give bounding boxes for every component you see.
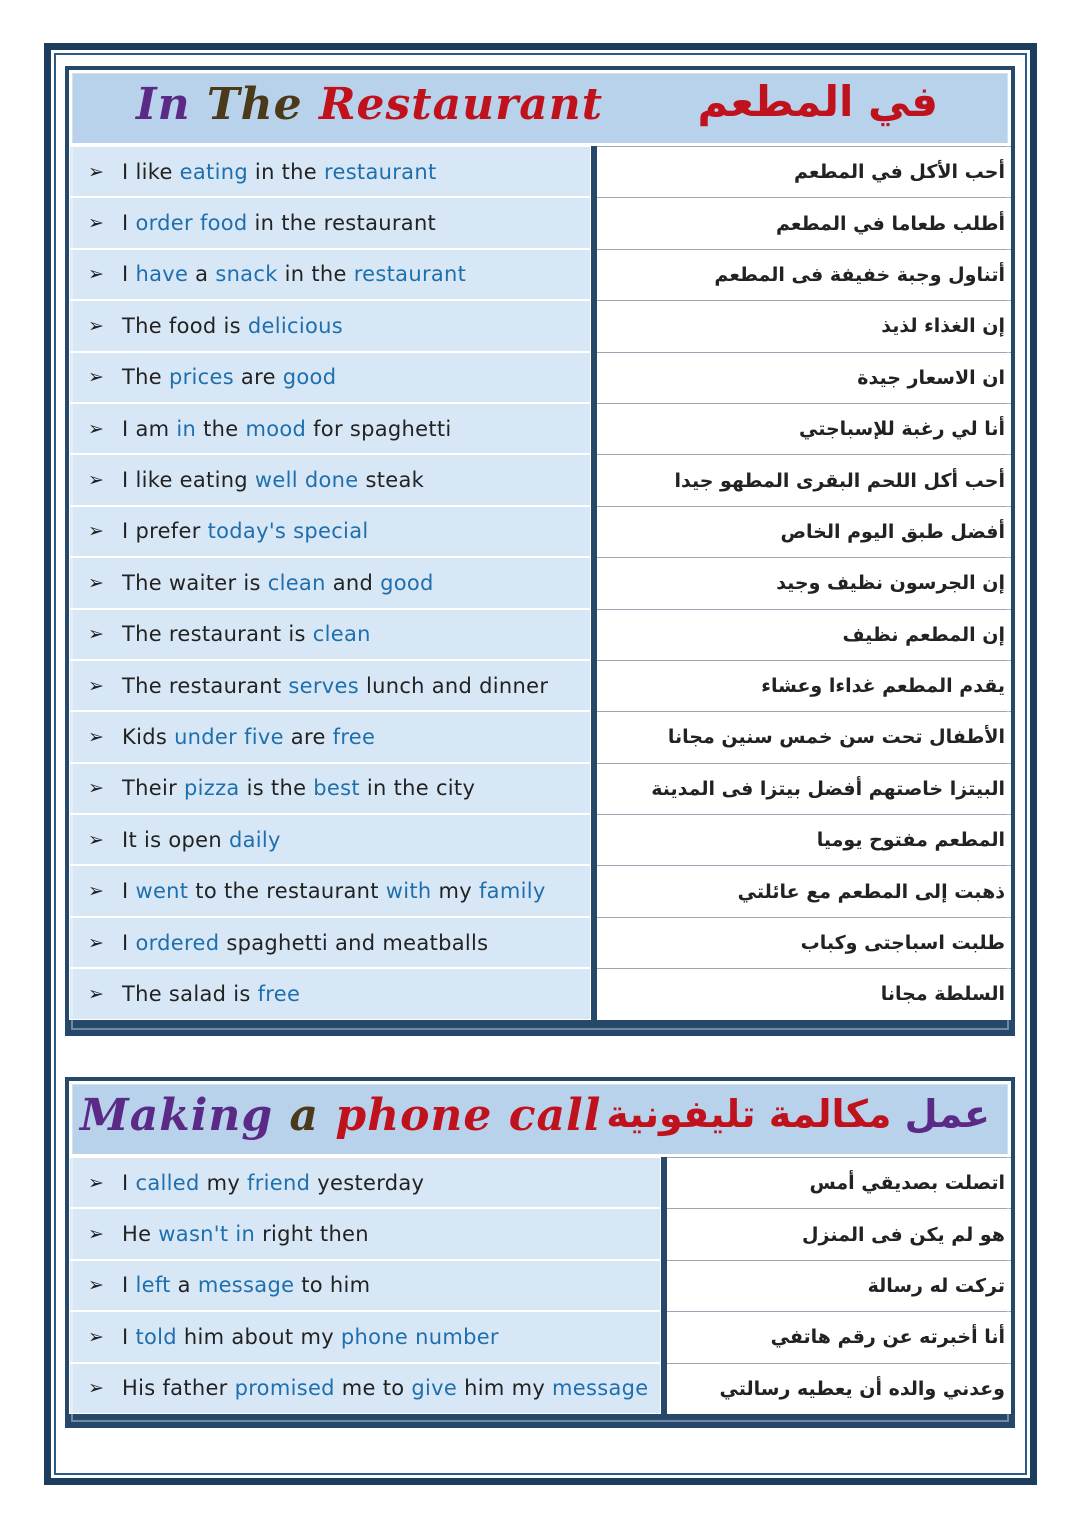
restaurant-row (69, 249, 1011, 300)
restaurant-row (69, 197, 1011, 248)
restaurant-english-text: I like eating in the restaurant (122, 159, 437, 184)
phone-row (69, 1260, 1011, 1311)
restaurant-english-text: I prefer today's special (122, 519, 369, 544)
restaurant-arabic-cell: المطعم مفتوح يوميا (597, 814, 1011, 865)
restaurant-row (69, 660, 1011, 711)
restaurant-english-cell (69, 814, 591, 865)
restaurant-english-text: I ordered spaghetti and meatballs (122, 930, 489, 955)
phone-english-cell (69, 1363, 661, 1414)
phone-title-part: phone call (335, 1090, 602, 1141)
restaurant-title-part: Restaurant (318, 79, 604, 130)
restaurant-english-cell (69, 506, 591, 557)
arrow-bullet-icon: ➢ (88, 314, 104, 337)
restaurant-row (69, 763, 1011, 814)
arrow-bullet-icon: ➢ (88, 982, 104, 1005)
restaurant-arabic-cell: طلبت اسباجتى وكباب (597, 917, 1011, 968)
restaurant-english-cell (69, 660, 591, 711)
phone-english-cell (69, 1260, 661, 1311)
phone-phrase-list (69, 1157, 1011, 1414)
restaurant-row (69, 917, 1011, 968)
restaurant-title-english (136, 79, 603, 130)
restaurant-arabic-cell: يقدم المطعم غداءا وعشاء (597, 660, 1011, 711)
restaurant-arabic-cell: أطلب طعاما في المطعم (597, 197, 1011, 248)
restaurant-row (69, 146, 1011, 197)
restaurant-arabic-cell: السلطة مجانا (597, 968, 1011, 1019)
restaurant-title-arabic: في المطعم (697, 77, 938, 126)
phone-arabic-title-part: مكالمة تليفونية (606, 1092, 892, 1136)
arrow-bullet-icon: ➢ (88, 1274, 104, 1297)
phone-arabic-cell: اتصلت بصديقي أمس (667, 1157, 1011, 1208)
phone-title-bar (69, 1081, 1011, 1157)
restaurant-english-cell (69, 968, 591, 1019)
arrow-bullet-icon: ➢ (88, 777, 104, 800)
restaurant-arabic-cell: أحب أكل اللحم البقرى المطهو جيدا (597, 454, 1011, 505)
arrow-bullet-icon: ➢ (88, 1223, 104, 1246)
restaurant-english-text: I order food in the restaurant (122, 211, 437, 236)
restaurant-arabic-cell: ذهبت إلى المطعم مع عائلتي (597, 865, 1011, 916)
restaurant-english-cell (69, 249, 591, 300)
arrow-bullet-icon: ➢ (88, 880, 104, 903)
arrow-bullet-icon: ➢ (88, 1325, 104, 1348)
phone-english-text: His father promised me to give him my message (122, 1376, 649, 1401)
phone-arabic-cell: هو لم يكن فى المنزل (667, 1208, 1011, 1259)
restaurant-row (69, 506, 1011, 557)
arrow-bullet-icon: ➢ (88, 160, 104, 183)
restaurant-title-part: The (206, 79, 319, 130)
phone-english-text: I called my friend yesterday (122, 1170, 425, 1195)
phone-call-section (65, 1077, 1015, 1428)
restaurant-row (69, 557, 1011, 608)
restaurant-english-cell (69, 454, 591, 505)
arrow-bullet-icon: ➢ (88, 366, 104, 389)
restaurant-arabic-cell: ان الاسعار جيدة (597, 352, 1011, 403)
restaurant-arabic-cell: أنا لي رغبة للإسباجتي (597, 403, 1011, 454)
phone-row (69, 1157, 1011, 1208)
arrow-bullet-icon: ➢ (88, 1377, 104, 1400)
arrow-bullet-icon: ➢ (88, 623, 104, 646)
phone-arabic-title-part: عمل (891, 1092, 990, 1136)
phone-row (69, 1311, 1011, 1362)
restaurant-arabic-cell: أفضل طبق اليوم الخاص (597, 506, 1011, 557)
arrow-bullet-icon: ➢ (88, 1171, 104, 1194)
phone-english-text: He wasn't in right then (122, 1222, 369, 1247)
phone-arabic-cell: أنا أخبرته عن رقم هاتفي (667, 1311, 1011, 1362)
arrow-bullet-icon: ➢ (88, 263, 104, 286)
phone-title-english (80, 1090, 601, 1141)
restaurant-arabic-cell: إن الغذاء لذيذ (597, 300, 1011, 351)
restaurant-english-cell (69, 197, 591, 248)
arrow-bullet-icon: ➢ (88, 417, 104, 440)
restaurant-row (69, 814, 1011, 865)
restaurant-arabic-cell: البيتزا خاصتهم أفضل بيتزا فى المدينة (597, 763, 1011, 814)
restaurant-english-text: I went to the restaurant with my family (122, 879, 546, 904)
phone-arabic-cell: وعدني والده أن يعطيه رسالتي (667, 1363, 1011, 1414)
restaurant-row (69, 968, 1011, 1019)
restaurant-row (69, 865, 1011, 916)
restaurant-english-text: The restaurant is clean (122, 622, 371, 647)
restaurant-english-text: I have a snack in the restaurant (122, 262, 467, 287)
restaurant-english-cell (69, 300, 591, 351)
phone-english-text: I left a message to him (122, 1273, 371, 1298)
restaurant-english-text: I like eating well done steak (122, 468, 425, 493)
restaurant-english-cell (69, 352, 591, 403)
restaurant-row (69, 609, 1011, 660)
restaurant-row (69, 711, 1011, 762)
phone-row (69, 1363, 1011, 1414)
restaurant-row (69, 403, 1011, 454)
restaurant-english-cell (69, 609, 591, 660)
restaurant-section (65, 66, 1015, 1036)
restaurant-english-cell (69, 711, 591, 762)
phone-english-cell (69, 1157, 661, 1208)
phone-arabic-cell: تركت له رسالة (667, 1260, 1011, 1311)
restaurant-row (69, 352, 1011, 403)
restaurant-english-cell (69, 865, 591, 916)
restaurant-title-part: In (136, 79, 207, 130)
restaurant-row (69, 300, 1011, 351)
restaurant-title-bar (69, 70, 1011, 146)
restaurant-english-cell (69, 557, 591, 608)
phone-row (69, 1208, 1011, 1259)
restaurant-english-cell (69, 403, 591, 454)
arrow-bullet-icon: ➢ (88, 469, 104, 492)
restaurant-arabic-cell: إن المطعم نظيف (597, 609, 1011, 660)
phone-english-cell (69, 1208, 661, 1259)
phone-english-cell (69, 1311, 661, 1362)
restaurant-english-text: It is open daily (122, 827, 281, 852)
restaurant-phrase-list (69, 146, 1011, 1020)
restaurant-english-cell (69, 763, 591, 814)
restaurant-english-text: The restaurant serves lunch and dinner (122, 673, 549, 698)
phone-title-part: a (289, 1090, 336, 1141)
restaurant-english-cell (69, 146, 591, 197)
restaurant-english-text: The prices are good (122, 365, 337, 390)
arrow-bullet-icon: ➢ (88, 725, 104, 748)
arrow-bullet-icon: ➢ (88, 931, 104, 954)
restaurant-arabic-cell: أحب الأكل في المطعم (597, 146, 1011, 197)
arrow-bullet-icon: ➢ (88, 212, 104, 235)
phone-english-text: I told him about my phone number (122, 1324, 499, 1349)
phone-title-part: Making (80, 1090, 290, 1141)
restaurant-arabic-cell: أتناول وجبة خفيفة فى المطعم (597, 249, 1011, 300)
restaurant-english-text: The food is delicious (122, 313, 343, 338)
restaurant-english-text: Kids under five are free (122, 724, 376, 749)
phone-title-arabic (606, 1092, 990, 1136)
arrow-bullet-icon: ➢ (88, 674, 104, 697)
arrow-bullet-icon: ➢ (88, 828, 104, 851)
restaurant-row (69, 454, 1011, 505)
restaurant-arabic-cell: إن الجرسون نظيف وجيد (597, 557, 1011, 608)
restaurant-english-text: The waiter is clean and good (122, 570, 434, 595)
arrow-bullet-icon: ➢ (88, 571, 104, 594)
restaurant-english-cell (69, 917, 591, 968)
arrow-bullet-icon: ➢ (88, 520, 104, 543)
restaurant-english-text: I am in the mood for spaghetti (122, 416, 452, 441)
restaurant-english-text: The salad is free (122, 981, 301, 1006)
restaurant-english-text: Their pizza is the best in the city (122, 776, 476, 801)
restaurant-arabic-cell: الأطفال تحت سن خمس سنين مجانا (597, 711, 1011, 762)
